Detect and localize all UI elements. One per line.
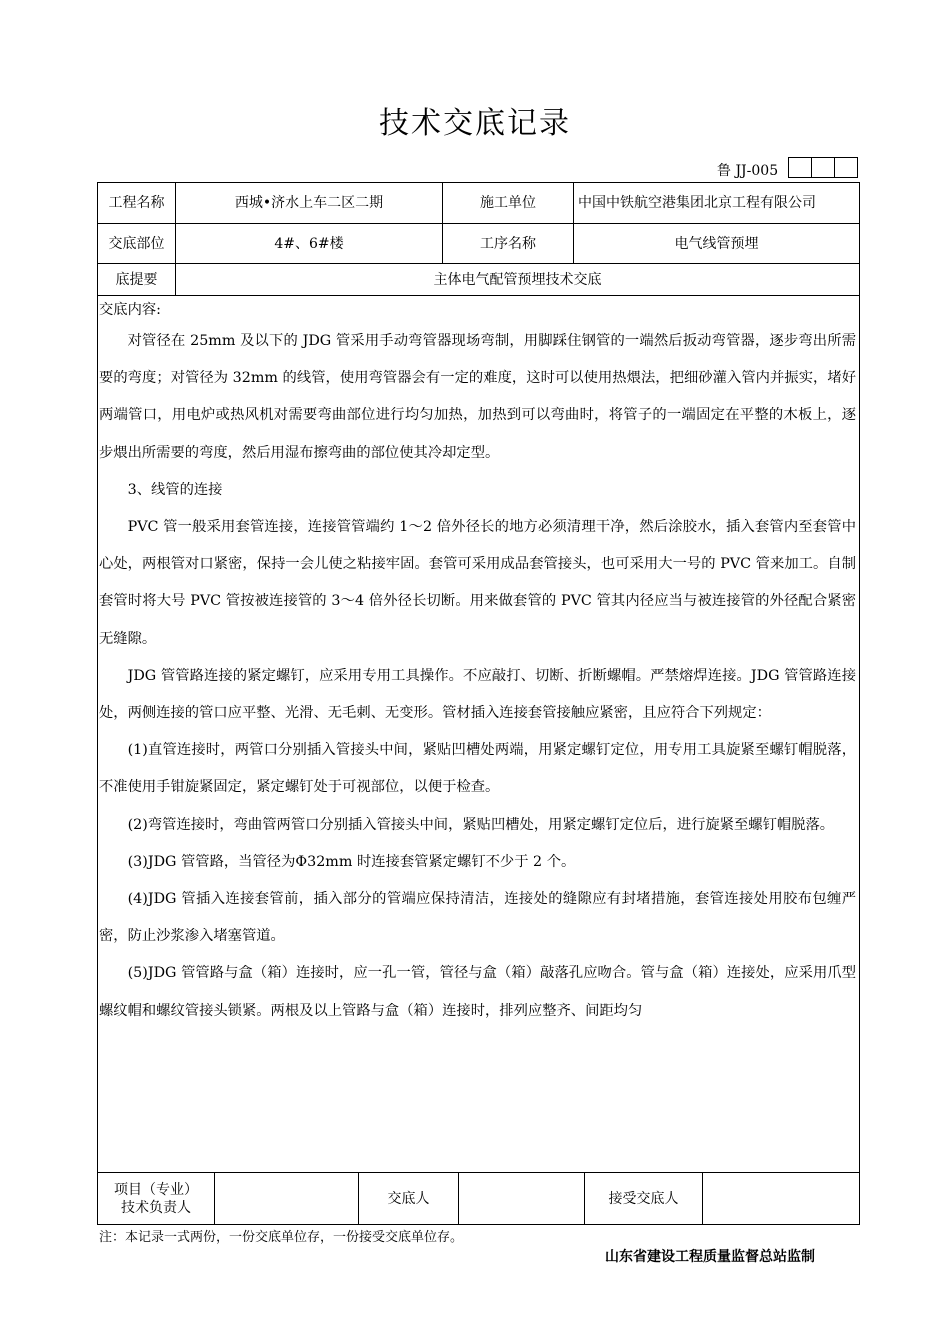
disclosure-content bbox=[99, 297, 856, 1030]
content-paragraph: 对管径在 25mm 及以下的 JDG 管采用手动弯管器现场弯制，用脚踩住钢管的一端然后扳动弯管器，逐步弯出所需要的弯度；对管径为 32mm 的线管，使用弯管器会有一定的难度，这时可以使用热煨法，把细砂灌入管内并振实，堵好两端管口，用电炉或热风机对需要弯曲部位进行均匀加热，加热到可以弯曲时，将管子的一端固定在平整的木板上，逐步煨出所需要的弯度，然后用湿布擦弯曲的部位使其冷却定型。 bbox=[99, 333, 856, 461]
row-divider bbox=[97, 295, 860, 296]
contractor-label: 施工单位 bbox=[480, 195, 536, 211]
process-value: 电气线管预埋 bbox=[674, 235, 759, 252]
location-label: 交底部位 bbox=[108, 235, 165, 252]
number-box bbox=[834, 157, 858, 178]
content-paragraph: (5)JDG 管管路与盒（箱）连接时，应一孔一管，管径与盒（箱）敲落孔应吻合。管与盒（箱）连接处，应采用爪型螺纹帽和螺纹管接头锁紧。两根及以上管路与盒（箱）连接时，排列应整齐、间距均匀 bbox=[99, 965, 856, 1019]
content-paragraph: (4)JDG 管插入连接套管前，插入部分的管端应保持清洁，连接处的缝隙应有封堵措施，套管连接处用胶布包缠严密，防止沙浆渗入堵塞管道。 bbox=[99, 891, 856, 945]
document-title: 技术交底记录 bbox=[379, 106, 571, 141]
footnote: 注：本记录一式两份，一份交底单位存，一份接受交底单位存。 bbox=[99, 1230, 464, 1245]
tech-lead-signature[interactable] bbox=[215, 1173, 358, 1225]
summary-label: 底提要 bbox=[115, 271, 158, 288]
project-name-label: 工程名称 bbox=[108, 195, 165, 211]
contractor-value: 中国中铁航空港集团北京工程有限公司 bbox=[578, 195, 816, 211]
receiver-signature[interactable] bbox=[703, 1173, 859, 1225]
location-value: 4#、6#楼 bbox=[274, 235, 344, 252]
content-paragraph: (2)弯管连接时，弯曲管两管口分别插入管接头中间，紧贴凹槽处，用紧定螺钉定位后，进行旋紧至螺钉帽脱落。 bbox=[127, 816, 835, 833]
number-box bbox=[811, 157, 835, 178]
content-paragraph: JDG 管管路连接的紧定螺钉，应采用专用工具操作。不应敲打、切断、折断螺帽。严禁熔焊连接。JDG 管管路连接处，两侧连接的管口应平整、光滑、无毛刺、无变形。管材插入连接套管接触应紧密，且应符合下列规定： bbox=[99, 667, 856, 722]
content-paragraph: (3)JDG 管管路，当管径为Φ32mm 时连接套管紧定螺钉不少于 2 个。 bbox=[127, 853, 576, 870]
process-label: 工序名称 bbox=[480, 235, 536, 252]
content-heading: 交底内容: bbox=[99, 302, 162, 318]
project-name-value: 西城•济水上车二区二期 bbox=[234, 195, 384, 211]
summary-value: 主体电气配管预埋技术交底 bbox=[433, 271, 602, 288]
content-section-heading: 3、线管的连接 bbox=[127, 481, 223, 498]
document-number-boxes bbox=[789, 157, 858, 178]
issuer-credit: 山东省建设工程质量监督总站监制 bbox=[605, 1249, 815, 1265]
tech-lead-label-line2: 技术负责人 bbox=[121, 1200, 191, 1216]
content-paragraph: PVC 管一般采用套管连接，连接管管端约 1～2 倍外径长的地方必须清理干净，然后涂胶水，插入套管内至套管中心处，两根管对口紧密，保持一会儿使之粘接牢固。套管可采用成品套管接头，也可采用大一号的 PVC 管来加工。自制套管时将大号 PVC 管按被连接管的 3～4 倍外径长切断。用来做套管的 PVC 管其内径应当与被连接管的外径配合紧密无缝隙。 bbox=[99, 519, 856, 647]
receiver-label: 接受交底人 bbox=[608, 1191, 679, 1207]
discloser-signature[interactable] bbox=[459, 1173, 584, 1225]
discloser-label: 交底人 bbox=[387, 1191, 430, 1207]
content-paragraph: (1)直管连接时，两管口分别插入管接头中间，紧贴凹槽处两端，用紧定螺钉定位，用专用工具旋紧至螺钉帽脱落，不准使用手钳旋紧固定，紧定螺钉处于可视部位，以便于检查。 bbox=[99, 742, 856, 796]
document-number: 鲁 JJ-005 bbox=[717, 163, 779, 179]
tech-lead-label bbox=[98, 1173, 214, 1225]
tech-lead-label-line1: 项目（专业） bbox=[114, 1182, 198, 1198]
number-box bbox=[788, 157, 812, 178]
